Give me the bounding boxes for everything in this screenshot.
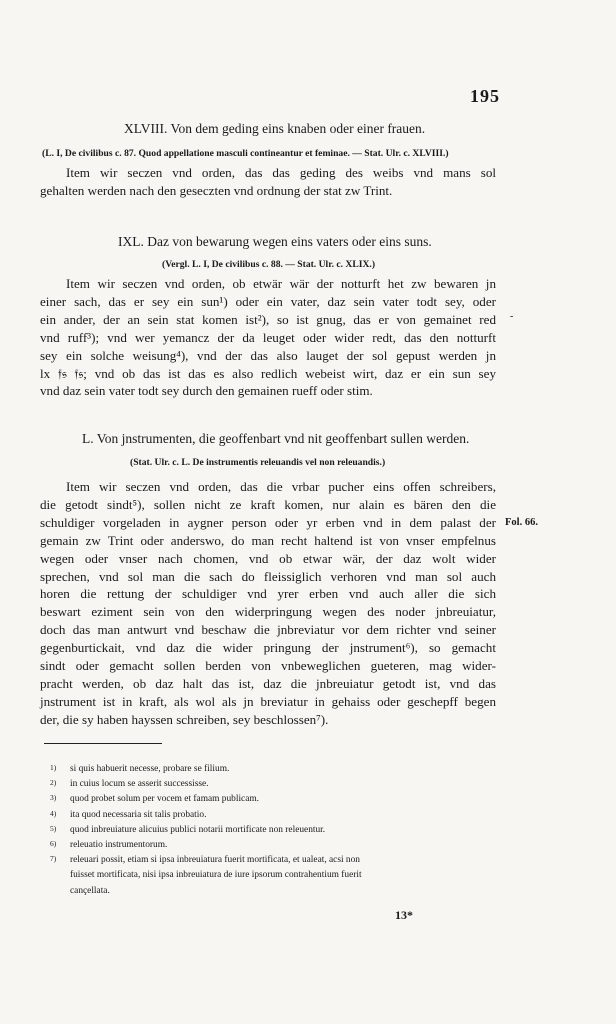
footnote-number: 2) <box>50 778 57 788</box>
footnote <box>50 853 500 899</box>
footnote <box>50 808 500 823</box>
footnote-text: si quis habuerit necesse, probare se filium. <box>70 764 230 774</box>
text-line: vnd daz sein vater todt sey durch den gemainen rueff oder stim. <box>40 383 373 399</box>
footnote-number: 1) <box>50 763 57 772</box>
footnote-text: quod probet solum per vocem et famam publicam. <box>70 794 260 805</box>
section-body-48 <box>40 164 496 200</box>
section-body-50 <box>40 478 496 729</box>
text-line: sindt oder gemacht sollen berden von vnbeweglichen gueteren, mag wider- <box>40 658 496 674</box>
text-line: sprechen, vnd sol man die sach do fleissiglich verhoren vnd man sol auch <box>40 568 496 584</box>
footnote-text: fuisset mortificata, nisi ipsa inbreuiatura de iure ipsorum contrahentium fuerit <box>70 870 362 881</box>
footnote-text: releuari possit, etiam si ipsa inbreuiatura fuerit mortificata, et ualeat, acsi non <box>70 855 360 866</box>
text-line: der, die sy haben hayssen schreiben, sey beschlossen⁷). <box>40 711 329 727</box>
text-line: pracht werden, ob daz halt das ist, daz die jnbreuiatur getodt ist, vnd das <box>40 675 496 691</box>
text-line: Item wir seczen vnd orden, das das geding des weibs vnd mans sol <box>66 165 496 180</box>
footnote <box>50 838 500 853</box>
section-body-49 <box>40 275 496 400</box>
footnote-text: quod inbreuiature alicuius publici notarii mortificate non releuentur. <box>70 824 326 835</box>
text-line: die getodt sindt⁵), sollen nicht ze kraft komen, nur alain es bären den die <box>40 496 496 512</box>
footnote <box>50 777 500 792</box>
footnote <box>50 792 500 807</box>
section-title-48: XLVIII. Von dem geding eins knaben oder einer frauen. <box>124 121 426 136</box>
footnote <box>50 762 500 777</box>
footnote-number: 5) <box>50 823 57 833</box>
footnote-number: 6) <box>50 839 57 849</box>
text-line: gegenburtickait, vnd daz die wider pringung der jnstrument⁶), so gemacht <box>40 640 496 656</box>
section-ref-49: (Vergl. L. I, De civilibus c. 88. — Stat. Ulr. c. XLIX.) <box>162 259 376 270</box>
text-line: ein ander, der an sein stat komen ist²), so ist gnug, das er von gemainet red <box>40 311 496 327</box>
page-number: 195 <box>470 86 500 106</box>
signature-mark: 13* <box>395 908 413 922</box>
footnote-number: 3) <box>50 793 57 803</box>
text-line: lx 𝔣𝔰 𝔣𝔰; vnd ob das ist das es also redlich webeist wirt, daz er ein sun sey <box>40 365 496 381</box>
text-line: horen die rettung der schuldiger vnd yrer erben vnd auch aller die sich <box>40 586 496 602</box>
footnote <box>50 823 500 838</box>
text-line: Item wir seczen vnd orden, ob etwär wär der notturft het zw bewaren jn <box>66 276 496 291</box>
text-line: sey ein solche weisung⁴), vnd der das also lauget der sol gepust werden jn <box>40 347 496 363</box>
text-line: wegen oder vnser nach chomen, vnd ob etwar wär, der daz wolt wider <box>40 550 496 566</box>
section-title-49: IXL. Daz von bewarung wegen eins vaters oder eins suns. <box>118 234 432 249</box>
text-line: einer sach, das er sey ein sun¹) oder ein vater, daz sein vater todt sey, oder <box>40 293 496 309</box>
footnotes <box>50 762 500 899</box>
section-title-50: L. Von jnstrumenten, die geoffenbart vnd nit geoffenbart sullen werden. <box>82 431 470 446</box>
text-line: gehalten werden nach den geseczten vnd ordnung der stat zw Trint. <box>40 182 393 198</box>
text-line: doch das man antwurt vnd beschaw die jnbreviatur vor dem richter vnd seiner <box>40 622 496 638</box>
footnote-text: ita quod necessaria sit talis probatio. <box>70 809 207 820</box>
footnote-text: in cuius locum se asserit successisse. <box>70 779 209 790</box>
margin-dash: - <box>510 311 514 322</box>
footnote-number: 7) <box>50 854 57 864</box>
section-ref-50: (Stat. Ulr. c. L. De instrumentis releuandis vel non releuandis.) <box>130 457 386 468</box>
text-line: Item wir seczen vnd orden, das die vrbar pucher eins offen schreibers, <box>66 479 496 494</box>
text-line: schuldiger vorgeladen in aygner person oder yr erben vnd in dem palast der <box>40 514 496 530</box>
footnote-text: cançellata. <box>70 885 110 896</box>
text-line: vnd ruff³); vnd wer yemancz der da leuget oder wider redt, das den notturft <box>40 329 496 345</box>
text-line: jnstrument ist in kraft, als wol als jn breviatur in gehaiss oder geschepff begen <box>40 693 496 709</box>
text-line: gemain zw Trint oder anderswo, do man recht haltend ist von vnser empfelnus <box>40 532 496 548</box>
footnote-text: releuatio instrumentorum. <box>70 840 168 851</box>
footnote-divider <box>44 743 162 744</box>
section-ref-48: (L. I, De civilibus c. 87. Quod appellatione masculi contineantur et feminae. — Stat. Ulr. c. XLVIII.) <box>42 148 449 159</box>
text-line: beswart eziment sein von den widerpringung wegen des noder jnbreuiatur, <box>40 604 496 620</box>
margin-folio-note: Fol. 66. <box>505 517 538 528</box>
footnote-number: 4) <box>50 808 57 818</box>
